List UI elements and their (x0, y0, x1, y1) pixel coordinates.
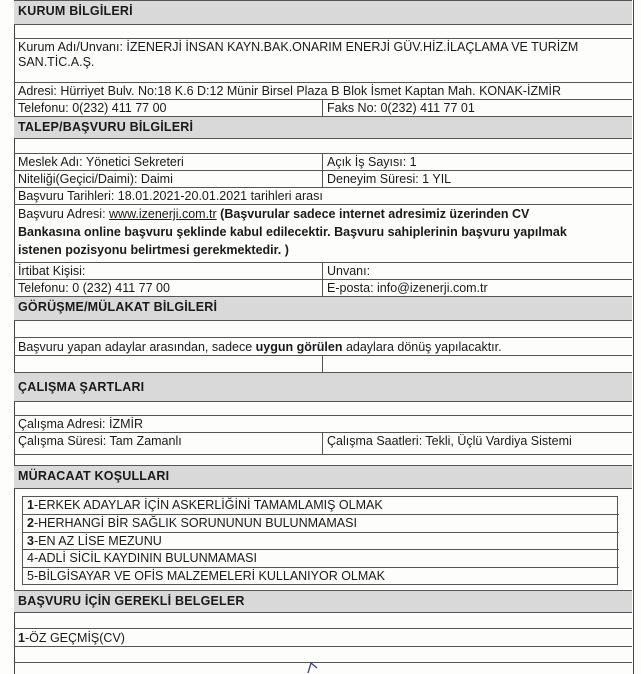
kurum-telefon-row (14, 99, 632, 116)
spacer-row (14, 401, 632, 415)
calisma-sure-row (14, 432, 632, 454)
calisma-adresi: Çalışma Adresi: İZMİR (18, 417, 144, 431)
section-title: GÖRÜŞME/MÜLAKAT BİLGİLERİ (18, 300, 218, 314)
spacer-row (14, 24, 632, 38)
section-header-gorusme (14, 296, 632, 320)
talep-telefon: Telefonu: 0 (232) 411 77 00 (18, 281, 170, 295)
gorusme-text: Başvuru yapan adaylar arasından, sadece uygun görülen adaylara dönüş yapılacaktır. (18, 340, 502, 354)
deneyim-suresi: Deneyim Süresi: 1 YIL (327, 172, 452, 186)
spacer-row (14, 612, 632, 628)
meslek-adi: Meslek Adı: Yönetici Sekreteri (18, 155, 184, 169)
section-header-kurum (14, 0, 632, 24)
list-item: 3-EN AZ LİSE MEZUNU (23, 532, 619, 549)
section-title: ÇALIŞMA ŞARTLARI (18, 380, 145, 394)
basvuru-tarihleri: Başvuru Tarihleri: 18.01.2021-20.01.2021 tarihleri arası (18, 189, 323, 203)
spacer-row (14, 454, 632, 465)
kurum-faks: Faks No: 0(232) 411 77 01 (327, 101, 475, 115)
talep-tarih-row (14, 187, 632, 204)
section-header-talep (14, 116, 632, 138)
kurum-adres-row (14, 82, 632, 99)
basvuru-adres-label: Başvuru Adresi: (18, 207, 110, 221)
kurum-ad-line1: Kurum Adı/Unvanı: İZENERJİ İNSAN KAYN.BAK.ONARIM ENERJİ GÜV.HİZ.İLAÇLAMA VE TURİZM (18, 40, 579, 54)
calisma-adres-row (14, 415, 632, 432)
talep-irtibat-row (14, 262, 632, 279)
calisma-suresi: Çalışma Süresi: Tam Zamanlı (18, 434, 182, 448)
niteligi: Niteliği(Geçici/Daimi): Daimi (18, 172, 173, 186)
section-header-calisma (14, 372, 632, 401)
basvuru-note-2: Bankasına online başvuru şeklinde kabul edilecektir. Başvuru sahiplerinin başvuru yapılmak (18, 225, 567, 239)
section-title: KURUM BİLGİLERİ (18, 4, 133, 18)
acik-is-sayisi: Açık İş Sayısı: 1 (327, 155, 417, 169)
talep-nitelik-row (14, 170, 632, 187)
irtibat-kisisi: İrtibat Kişisi: (18, 264, 86, 278)
talep-adres-row (14, 204, 632, 262)
spacer-row (14, 320, 632, 337)
basvuru-note-3: istenen pozisyonu belirtmesi gerekmektedir. ) (18, 243, 289, 257)
section-header-muracaat (14, 465, 632, 488)
kurum-ad-line2: SAN.TİC.A.Ş. (18, 55, 95, 69)
section-title: BAŞVURU İÇİN GEREKLİ BELGELER (18, 594, 245, 608)
talep-eposta[interactable]: E-posta: info@izenerji.com.tr (327, 281, 488, 295)
blank-row (14, 355, 632, 372)
muracaat-list (22, 496, 618, 585)
list-item: 4-ADLİ SİCİL KAYDININ BULUNMAMASI (23, 549, 619, 566)
website-link[interactable]: www.izenerji.com.tr (109, 207, 217, 221)
belge-cv: 1-ÖZ GEÇMİŞ(CV) (18, 631, 125, 645)
kurum-ad-row (14, 38, 632, 82)
spacer-row (14, 138, 632, 153)
belge-row (14, 628, 632, 646)
list-item: 5-BİLGİSAYAR VE OFİS MALZEMELERİ KULLANIYOR OLMAK (23, 567, 619, 584)
talep-iletisim-row (14, 279, 632, 296)
section-header-belgeler (14, 590, 632, 612)
gorusme-text-row (14, 337, 632, 355)
unvani: Unvanı: (327, 264, 371, 278)
kurum-telefon: Telefonu: 0(232) 411 77 00 (18, 101, 167, 115)
basvuru-note-1: (Başvurular sadece internet adresimiz üzerinden CV (220, 207, 530, 221)
talep-meslek-row (14, 153, 632, 170)
kurum-adres: Adresi: Hürriyet Bulv. No:18 K.6 D:12 Münir Birsel Plaza B Blok İsmet Kaptan Mah. KONAK-İZMİR (18, 84, 562, 98)
list-item: 2-HERHANGİ BİR SAĞLIK SORUNUNUN BULUNMAMASI (23, 514, 619, 531)
section-title: TALEP/BAŞVURU BİLGİLERİ (18, 120, 194, 134)
section-title: MÜRACAAT KOŞULLARI (18, 469, 170, 483)
pen-mark-icon (305, 660, 329, 674)
list-item: 1-ERKEK ADAYLAR İÇİN ASKERLİĞİNİ TAMAMLAMIŞ OLMAK (27, 498, 383, 512)
basvuru-adres-line1 (18, 207, 628, 222)
calisma-saatleri: Çalışma Saatleri: Tekli, Üçlü Vardiya Sistemi (327, 434, 572, 448)
